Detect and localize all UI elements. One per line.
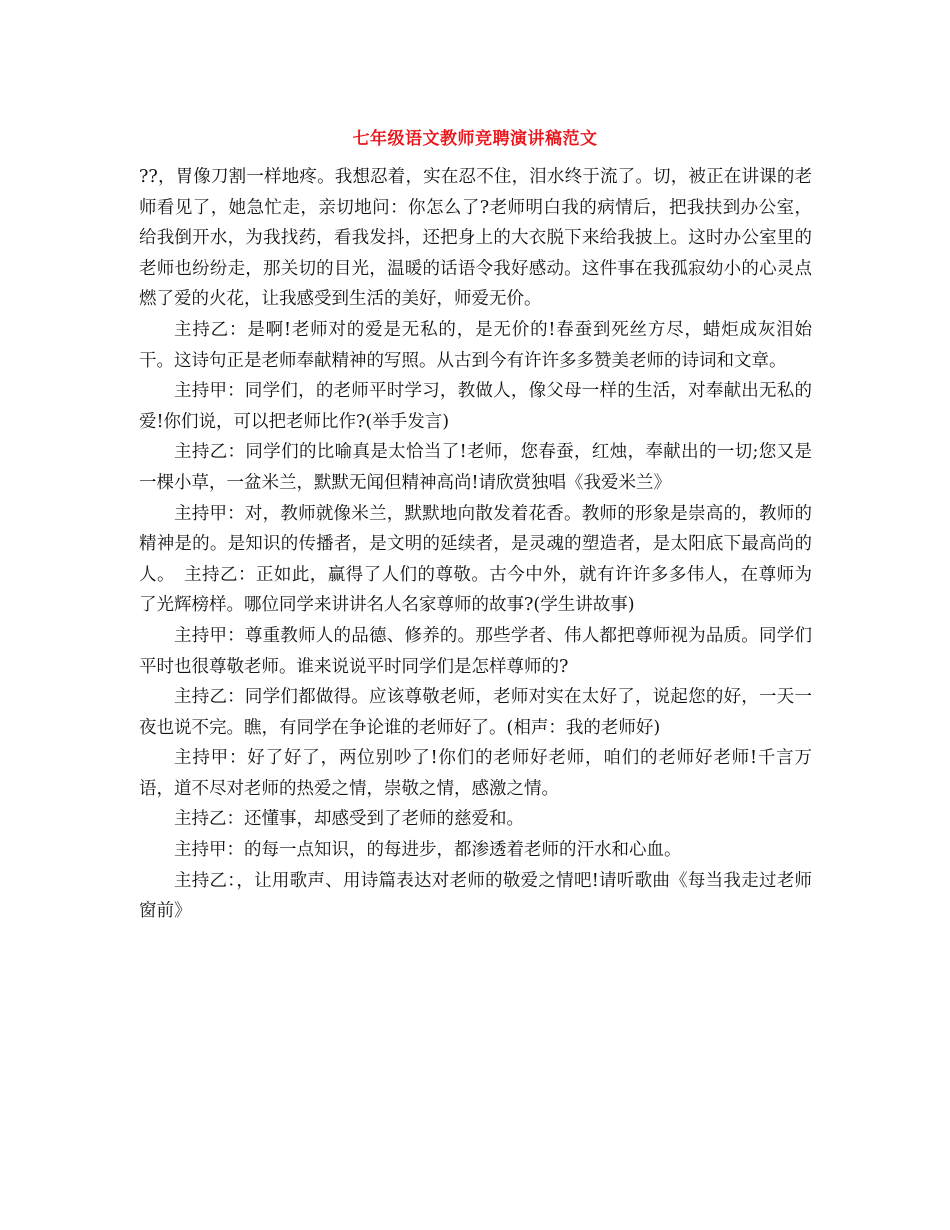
paragraph: 主持乙：同学们的比喻真是太恰当了!老师，您春蚕，红烛，奉献出的一切;您又是一棵小草，一盆米兰，默默无闻但精神高尚!请欣赏独唱《我爱米兰》 [139,442,812,493]
paragraph: 主持甲：尊重教师人的品德、修养的。那些学者、伟人都把尊师视为品质。同学们平时也很尊敬老师。谁来说说平时同学们是怎样尊师的? [139,625,812,677]
paragraph: 主持乙：，让用歌声、用诗篇表达对老师的敬爱之情吧!请听歌曲《每当我走过老师窗前》 [139,870,812,922]
document-body [139,162,812,927]
document-title: 七年级语文教师竞聘演讲稿范文 [352,129,598,149]
paragraph: 主持乙：是啊!老师对的爱是无私的，是无价的!春蚕到死丝方尽，蜡炬成灰泪始干。这诗句正是老师奉献精神的写照。从古到今有许许多多赞美老师的诗词和文章。 [139,319,812,371]
paragraph: 主持甲：的每一点知识，的每进步，都渗透着老师的汗水和心血。 [174,840,682,861]
paragraph: 主持甲：同学们，的老师平时学习，教做人，像父母一样的生活，对奉献出无私的爱!你们说，可以把老师比作?(举手发言) [139,381,812,432]
paragraph: 主持甲：对，教师就像米兰，默默地向散发着花香。教师的形象是崇高的，教师的精神是的。是知识的传播者，是文明的延续者，是灵魂的塑造者，是太阳底下最高尚的人。 主持乙：正如此，赢得了人们的尊敬。古今中外，就有许许多多伟人，在尊师为了光辉榜样。哪位同学来讲讲名人名家尊师的故事?(学生讲故事) [139,503,812,616]
paragraph: ??，胃像刀割一样地疼。我想忍着，实在忍不住，泪水终于流了。切，被正在讲课的老师看见了，她急忙走，亲切地问：你怎么了?老师明白我的病情后，把我扶到办公室，给我倒开水，为我找药，看我发抖，还把身上的大衣脱下来给我披上。这时办公室里的老师也纷纷走，那关切的目光，温暖的话语令我好感动。这件事在我孤寂幼小的心灵点燃了爱的火花，让我感受到生活的美好，师爱无价。 [139,167,812,310]
paragraph: 主持乙：还懂事，却感受到了老师的慈爱和。 [174,809,524,830]
paragraph: 主持甲：好了好了，两位别吵了!你们的老师好老师，咱们的老师好老师!千言万语，道不尽对老师的热爱之情，崇敬之情，感激之情。 [139,748,812,799]
paragraph: 主持乙：同学们都做得。应该尊敬老师，老师对实在太好了，说起您的好，一天一夜也说不完。瞧，有同学在争论谁的老师好了。(相声：我的老师好) [139,687,812,738]
